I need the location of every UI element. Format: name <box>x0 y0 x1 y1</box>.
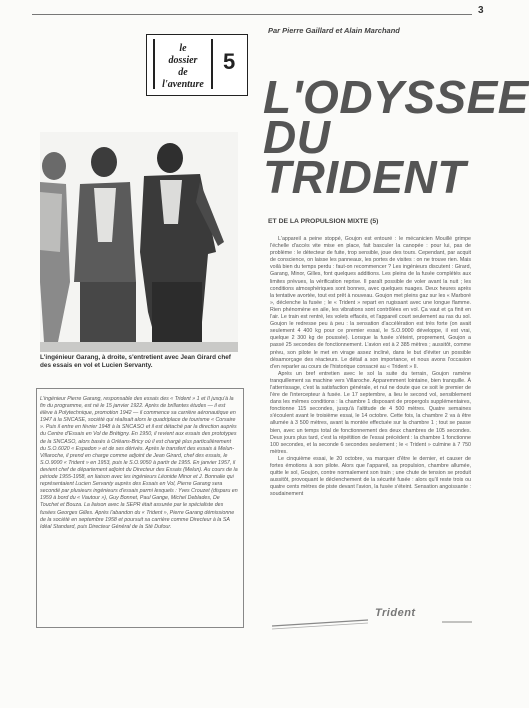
title-line-2: DU <box>263 111 331 163</box>
sidebar-biography: L'ingénieur Pierre Garang, responsable des essais des « Trident » 1 et II jusqu'à la fin du programme, est né le 15 janvier 1922. Après de brillantes études — il est élève à Polytechnique, promotion 1942 — il commence sa carrière aéronautique en 1947 à la SNCASE, société qui réalisait alors le quadriplace de tourisme « Corsaire ». Puis il entre en février 1948 à la SNCASO et il est détaché par la direction auprès du Centre d'Essais en Vol de Brétigny. En 1950, il revient aux essais des prototypes de la SNCASO, alors basés à Orléans-Bricy où il est chargé plus particulièrement du S.O.6020 « Espadon » et de ses dérivés. Après le transfert des essais à Melun-Villaroche, il prend en charge comme adjoint de Jean Girard, chef des essais, le S.O.9000 « Trident » en 1953, puis le S.O.9050 à partir de 1955. En janvier 1957, il devient chef de département adjoint du Directeur des Essais (Melun). Au cours de la période 1955-1958, en liaison avec les ingénieurs Léonide Minor et J. Bonnalie qui représentaient Lucien Servanty auprès des Essais en Vol, Pierre Garang sera secondé par plusieurs ingénieurs d'essais parmi lesquels : Yves Crouzet (disparu en 1959 à bord du « Vautour »), Guy Bonnet, Paul Gange, Michel Deblades, De Touchet et Bouza. La liaison avec la SEPR était assurée par le spécialiste des fusées Georges Gilles. Après l'abandon du « Trident », Pierre Garang démissionne de la société en septembre 1958 et poursuit sa carrière comme Directeur à la SA Idéal Standard, puis Directeur Général de la Sté Dufour. <box>40 396 238 530</box>
body-paragraph-1: L'appareil a peine stoppé, Goujon est entouré : le mécanicien Mouillé grimpe l'échelle d'accès vite mise en place, fait basculer la canopée : pour lui, pas de problème : le détecteur de fuite, trop sensible, joue des tours. Cependant, par acquit de conscience, on laisse les panneaux, les portes de visites : on ne trouve rien. Mais voilà bien du temps perdu : faut-on recommencer ? Les ingénieurs discutent : Girard, Garang, Minor, Gilles, font quelques additions. Les pleins de la fusée complétés aux limites prévues, la vérification reprise. Il paraît possible de voler avant la nuit ; les conditions atmosphériques sont bonnes, avec quelques nuages. Deux heures après la tentative avortée, tout est prêt à nouveau. Goujon met pleins gaz sur les « Marboré », déclenche la fusée ; le « Trident » repart en rugissant avec une longue flamme. Rien phénomène en aile, les vibrations sont contrôlées en vol. Ça vaut et ça finit en l'air. Le train est rentré, les volets effacés, et l'appareil court seulement au ras du sol. Goujon le redresse peu à peu : la sensation d'accélération est très forte (on avait seulement 4 400 kg pour ce premier essai, le S.O.9000 développe, il est vrai, quelque 2 300 kg de poussée). Lorsque la fusée s'éteint, proprement, Goujon a passé 25 secondes de fonctionnement. L'avion est à 2 385 mètres ; aussitôt, comme prévu, son pilote le met en virage assez incliné, dans le but d'éviter un possible désamorçage des réacteurs. Le détail a son importance, et nous avons l'occasion d'en reparler au cours de l'historique consacré au « Trident » II. <box>270 236 471 370</box>
article-photo <box>40 132 238 352</box>
badge-line-2: dossier <box>168 55 198 66</box>
badge-line-3: de <box>178 67 188 78</box>
engineers-photo-illustration <box>40 132 238 352</box>
badge-number: 5 <box>223 49 236 74</box>
top-rule <box>32 14 472 15</box>
title-line-1: L'ODYSSEE <box>263 71 529 123</box>
page-number: 3 <box>478 5 484 16</box>
badge-line-1: le <box>179 43 187 54</box>
photo-caption: L'ingénieur Garang, à droite, s'entretient avec Jean Girard chef des essais en vol et Lucien Servanty. <box>40 354 231 369</box>
article-subtitle: ET DE LA PROPULSION MIXTE (5) <box>268 218 379 225</box>
article-title <box>263 71 529 203</box>
body-paragraph-3: Le cinquième essai, le 20 octobre, va marquer d'être le dernier, et causer de fortes émotions à son pilote. Alors que l'appareil, sa propulsion, chambre allumée, quitte le sol, Goujon, contre normalement son train ; une chute de tension se produit aussitôt, provoquant le déclenchement de la sécurité fusée : alors qu'il reste trois ou quatre cents mètres de piste devant l'avion, la fusée s'éteint. Sensation angoissante : soudainement <box>270 455 471 498</box>
badge-book <box>153 39 213 89</box>
badge-line-4: l'aventure <box>162 79 204 90</box>
footer-trident-logo: Trident <box>375 607 416 619</box>
article-body <box>270 236 471 498</box>
title-line-3: TRIDENT <box>263 151 466 203</box>
footer-arrow-graphic <box>272 610 472 632</box>
dossier-badge <box>146 34 248 96</box>
body-paragraph-2: Après un bref entretien avec le sol la suite du terrain, Goujon ramène tranquillement sa machine vers Villaroche. Apparemment lointaine, bien tranquille. À l'atterrissage, c'est la satisfaction générale, et nul ne doute que ce soit le premier de l'ère de l'intercepteur à fusée. Le 17 septembre, a lieu le second vol, sensiblement dans les mêmes conditions : la chambre 1 disposant de propergols supplémentaires, fonctionne 115 secondes, jusqu'à l'altitude de 4 500 mètres. Quatre semaines s'écoulent avant le troisième essai, le 14 octobre. Cette fois, la chambre 2 va à être allumée à 3 500 mètres, avant la montée effectuée sur la chambre 1 ; tout se passe bien, avec un temps total de fonctionnement des deux chambres de 105 secondes. Deux jours plus tard, c'est la répétition de l'essai précédent : la chambre 1 fonctionne 100 secondes, et la seconde 6 secondes seulement ; le « Trident » culmine à 7 750 mètres. <box>270 370 471 455</box>
authors-byline: Par Pierre Gaillard et Alain Marchand <box>268 26 400 35</box>
